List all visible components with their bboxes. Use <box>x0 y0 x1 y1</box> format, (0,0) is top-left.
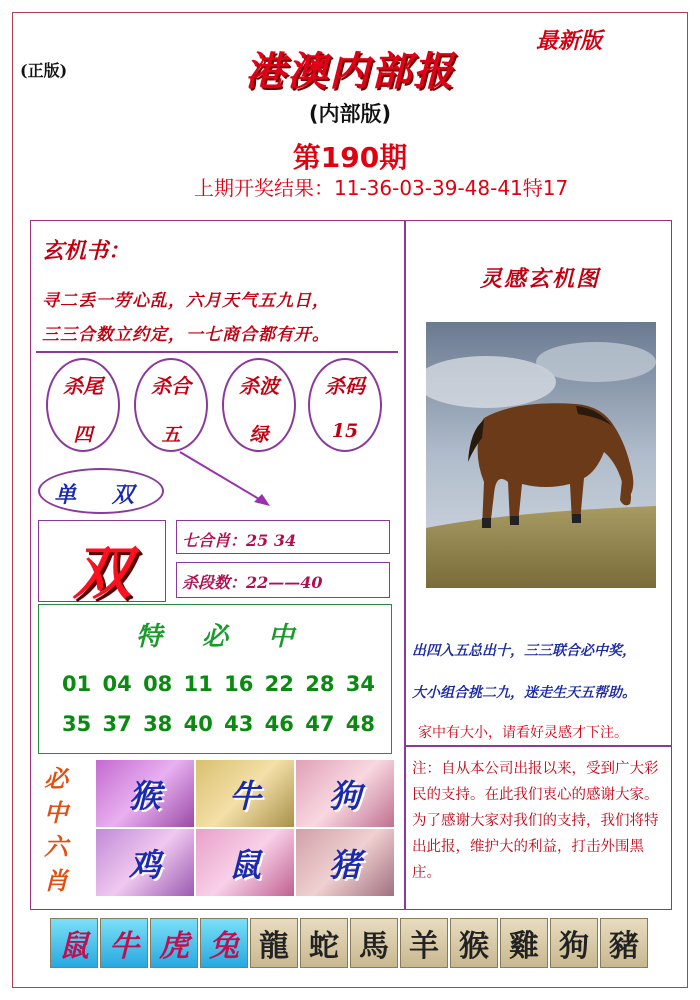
special-numbers-row: 35 37 38 40 43 46 47 48 <box>62 712 375 736</box>
riddle-line: 三三合数立约定，一七商合都有开。 <box>42 325 330 345</box>
zodiac-tile: 羊 <box>400 918 448 968</box>
odd-even-label: 单 双 <box>54 482 148 508</box>
inspiration-map-title: 灵感玄机图 <box>479 266 600 292</box>
zodiac-cell: 猪 <box>296 829 394 896</box>
kill-tail-value: 四 <box>73 424 93 446</box>
edition-tag: (正版) <box>20 61 68 80</box>
six-zodiac-grid <box>96 760 394 896</box>
zodiac-cell: 牛 <box>196 760 294 827</box>
seven-combo-text: 七合肖：25 34 <box>182 531 297 550</box>
riddle-title: 玄机书： <box>42 238 131 264</box>
zodiac-tile: 雞 <box>500 918 548 968</box>
special-numbers-title: 特必中 <box>135 622 334 652</box>
zodiac-tile: 蛇 <box>300 918 348 968</box>
riddle-line: 寻二丢一劳心乱，六月天气五九日， <box>42 291 330 311</box>
six-zodiac-char: 必 <box>44 764 68 793</box>
zodiac-tile: 龍 <box>250 918 298 968</box>
kill-wave-label: 杀波 <box>239 374 279 398</box>
kill-wave-value: 绿 <box>249 424 269 446</box>
zodiac-bar <box>50 918 650 968</box>
zodiac-cell: 狗 <box>296 760 394 827</box>
kill-number-value: 15 <box>331 420 359 442</box>
kill-combo-value: 五 <box>161 424 181 446</box>
section-divider <box>36 351 398 353</box>
latest-tag: 最新版 <box>536 28 603 54</box>
betting-notice: 家中有大小，请看好灵感才下注。 <box>418 725 628 741</box>
zodiac-tile: 馬 <box>350 918 398 968</box>
zodiac-tile: 猴 <box>450 918 498 968</box>
six-zodiac-char: 肖 <box>44 866 68 895</box>
page-title: 港澳内部报 <box>245 48 455 95</box>
zodiac-tile: 牛 <box>100 918 148 968</box>
six-zodiac-char: 六 <box>44 832 68 861</box>
six-zodiac-char: 中 <box>44 798 68 827</box>
column-divider <box>404 220 406 910</box>
zodiac-cell: 鼠 <box>196 829 294 896</box>
issue-number: 第190期 <box>292 141 408 174</box>
odd-even-pick: 双 <box>72 539 131 607</box>
pointer-arrow <box>176 448 276 510</box>
zodiac-tile: 狗 <box>550 918 598 968</box>
company-statement: 注：自从本公司出报以来，受到广大彩民的支持。在此我们衷心的感谢大家。为了感谢大家对我们的支持，我们将特出此报，维护大的利益，打击外围黑庄。 <box>412 761 659 881</box>
zodiac-cell: 猴 <box>96 760 194 827</box>
special-numbers-row: 01 04 08 11 16 22 28 34 <box>62 672 375 696</box>
kill-combo-label: 杀合 <box>151 374 191 398</box>
zodiac-tile: 鼠 <box>50 918 98 968</box>
last-draw-result: 上期开奖结果：11-36-03-39-48-41特17 <box>194 176 569 200</box>
zodiac-tile: 兔 <box>200 918 248 968</box>
zodiac-tile: 虎 <box>150 918 198 968</box>
zodiac-cell: 鸡 <box>96 829 194 896</box>
kill-number-label: 杀码 <box>325 374 365 398</box>
poem-line: 大小组合挑二九，迷走生天五帮助。 <box>412 685 636 701</box>
six-zodiac-label <box>44 762 84 898</box>
poem-line: 出四入五总出十，三三联合必中奖， <box>412 643 636 659</box>
kill-tail-label: 杀尾 <box>63 374 103 398</box>
page-subtitle: (内部版) <box>308 102 392 126</box>
kill-range-text: 杀段数：22——40 <box>182 573 323 592</box>
horse-image <box>426 322 656 588</box>
zodiac-tile: 豬 <box>600 918 648 968</box>
section-divider <box>406 745 672 747</box>
